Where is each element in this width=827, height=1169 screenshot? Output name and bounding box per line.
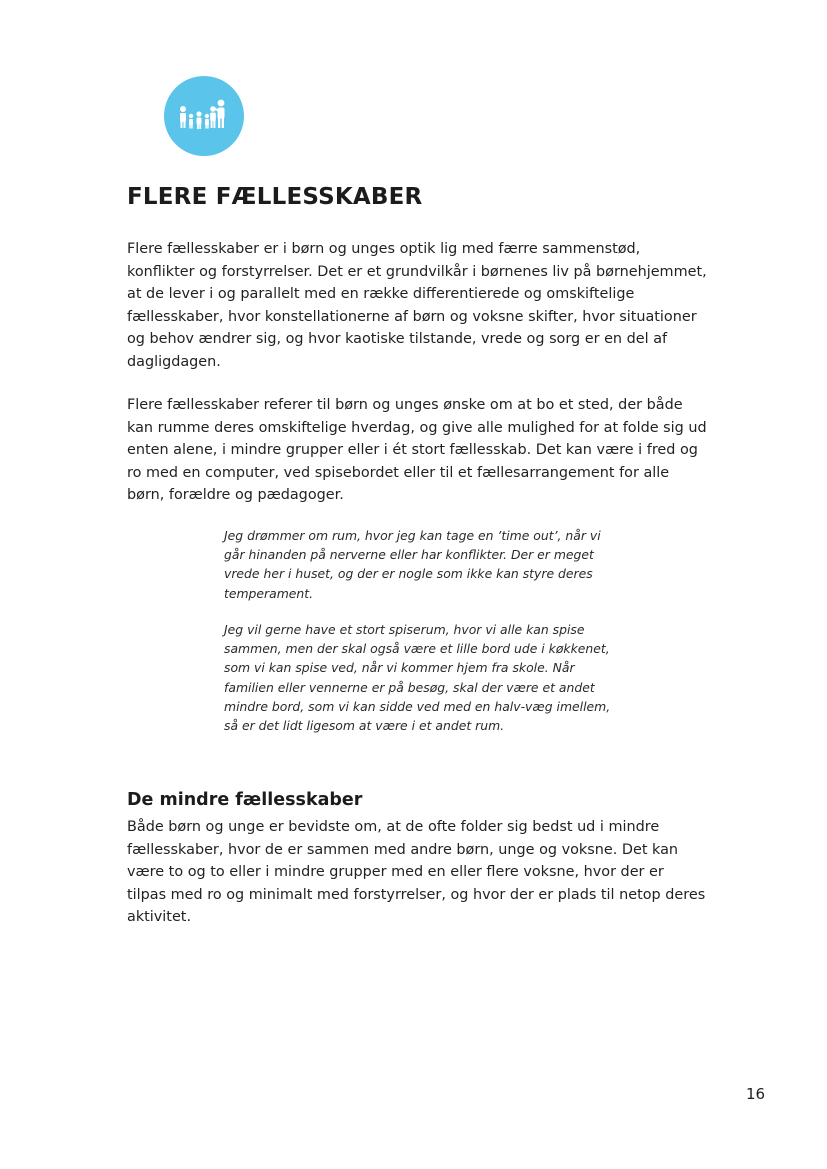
- page-number: 16: [746, 1085, 766, 1103]
- section-heading: De mindre fællesskaber: [127, 790, 363, 810]
- second-paragraph: Flere fællesskaber referer til børn og unges ønske om at bo et sted, der både kan rumme deres omskiftelige hverdag, og give alle mulighed for at folde sig ud enten alene, i mindre grupper eller i ét stort fællesskab. Det kan være i fred og ro med en computer, ved spisebordet eller til et fællesarrangement for alle børn, forældre og pædagoger.: [127, 397, 707, 504]
- family-icon: [164, 76, 244, 156]
- family-figures-icon: [164, 76, 244, 156]
- intro-paragraph: Flere fællesskaber er i børn og unges optik lig med færre sammenstød, konflikter og forstyrrelser. Det er et grundvilkår i børnenes liv på børnehjemmet, at de lever i og parallelt med en række differentierede og omskiftelige fællesskaber, hvor konstellationerne af børn og voksne skifter, hvor situationer og behov ændrer sig, og hvor kaotiske tilstande, vrede og sorg er en del af dagligdagen.: [127, 241, 707, 370]
- page-title: FLERE FÆLLESSKABER: [127, 184, 423, 210]
- quote-time-out: Jeg drømmer om rum, hvor jeg kan tage en ’time out’, når vi går hinanden på nerverne eller har konflikter. Der er meget vrede her i huset, og der er nogle som ikke kan styre deres temperament.: [224, 528, 601, 601]
- quote-dining-room: Jeg vil gerne have et stort spiserum, hvor vi alle kan spise sammen, men der skal også være et lille bord ude i køkkenet, som vi kan spise ved, når vi kommer hjem fra skole. Når familien eller vennerne er på besøg, skal der være et andet mindre bord, som vi kan sidde ved med en halv-væg imellem, så er det lidt ligesom at være i et andet rum.: [224, 622, 611, 734]
- section-paragraph: Både børn og unge er bevidste om, at de ofte folder sig bedst ud i mindre fællesskaber, hvor de er sammen med andre børn, unge og voksne. Det kan være to og to eller i mindre grupper med en eller flere voksne, hvor der er tilpas med ro og minimalt med forstyrrelser, og hvor der er plads til netop deres aktivitet.: [127, 819, 706, 926]
